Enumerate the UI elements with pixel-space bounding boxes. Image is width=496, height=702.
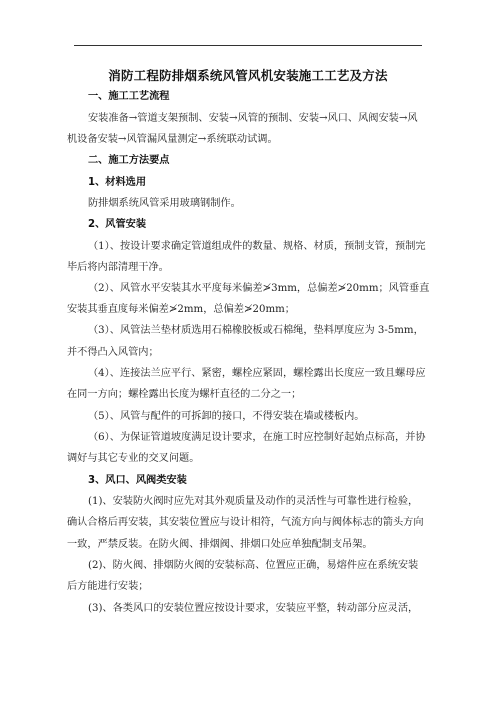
paragraph-line: 并不得凸入风管内； <box>67 347 159 358</box>
paragraph-line: 调好与其它专业的交叉问题。 <box>67 453 200 464</box>
paragraph-line: 确认合格后再安装，其安装位置应与设计相符，气流方向与阀体标志的箭头方向 <box>67 517 424 528</box>
paragraph-line: 防排烟系统风管采用玻璃钢制作。 <box>88 198 241 209</box>
paragraph-line: （2）、风管水平安装其水平度每米偏差≯3mm，总偏差≯20mm；风管垂直 <box>88 283 430 294</box>
document-title: 消防工程防排烟系统风管风机安装施工工艺及方法 <box>108 68 388 83</box>
subsection-heading: 1、材料选用 <box>88 177 147 188</box>
paragraph-line: （1）、按设计要求确定管道组成件的数量、规格、材质，预制支管，预制完 <box>88 241 426 252</box>
paragraph-line: 在同一方向；螺栓露出长度为螺杆直径的二分之一； <box>67 389 302 400</box>
paragraph-line: 一致，严禁反装。在防火阀、排烟阀、排烟口处应单独配制支吊架。 <box>67 539 373 550</box>
paragraph-line: （4）、连接法兰应平行、紧密，螺栓应紧固，螺栓露出长度应一致且螺母应 <box>88 368 426 379</box>
paragraph-line: （5）、风管与配件的可拆卸的接口，不得安装在墙或楼板内。 <box>88 411 365 422</box>
paragraph-line: (1)、安装防火阀时应先对其外观质量及动作的灵活性与可靠性进行检验， <box>88 496 419 507</box>
paragraph-line: 毕后将内部清理干净。 <box>67 262 169 273</box>
header-rule <box>74 45 422 46</box>
paragraph-line: 后方能进行安装； <box>67 581 149 592</box>
paragraph-line: (2)、防火阀、排烟防火阀的安装标高、位置应正确，易熔件应在系统安装 <box>88 560 419 571</box>
paragraph-line: (3)、各类风口的安装位置应按设计要求，安装应平整，转动部分应灵活， <box>88 603 419 614</box>
paragraph-line: （3）、风管法兰垫材质选用石棉橡胶板或石棉绳，垫料厚度应为 3-5mm， <box>88 325 424 336</box>
paragraph-line: 安装准备→管道支架预制、安装→风管的预制、安装→风口、风阀安装→风 <box>88 113 418 124</box>
subsection-heading: 3、风口、风阀类安装 <box>88 475 187 486</box>
section-heading: 二、施工方法要点 <box>88 155 170 166</box>
subsection-heading: 2、风管安装 <box>88 219 147 230</box>
paragraph-line: （6）、为保证管道坡度满足设计要求，在施工时应控制好起始点标高，并协 <box>88 432 426 443</box>
paragraph-line: 机设备安装→风管漏风量测定→系统联动试调。 <box>67 134 278 145</box>
paragraph-line: 安装其垂直度每米偏差≯2mm，总偏差≯20mm； <box>67 304 295 315</box>
section-heading: 一、施工工艺流程 <box>88 91 170 102</box>
